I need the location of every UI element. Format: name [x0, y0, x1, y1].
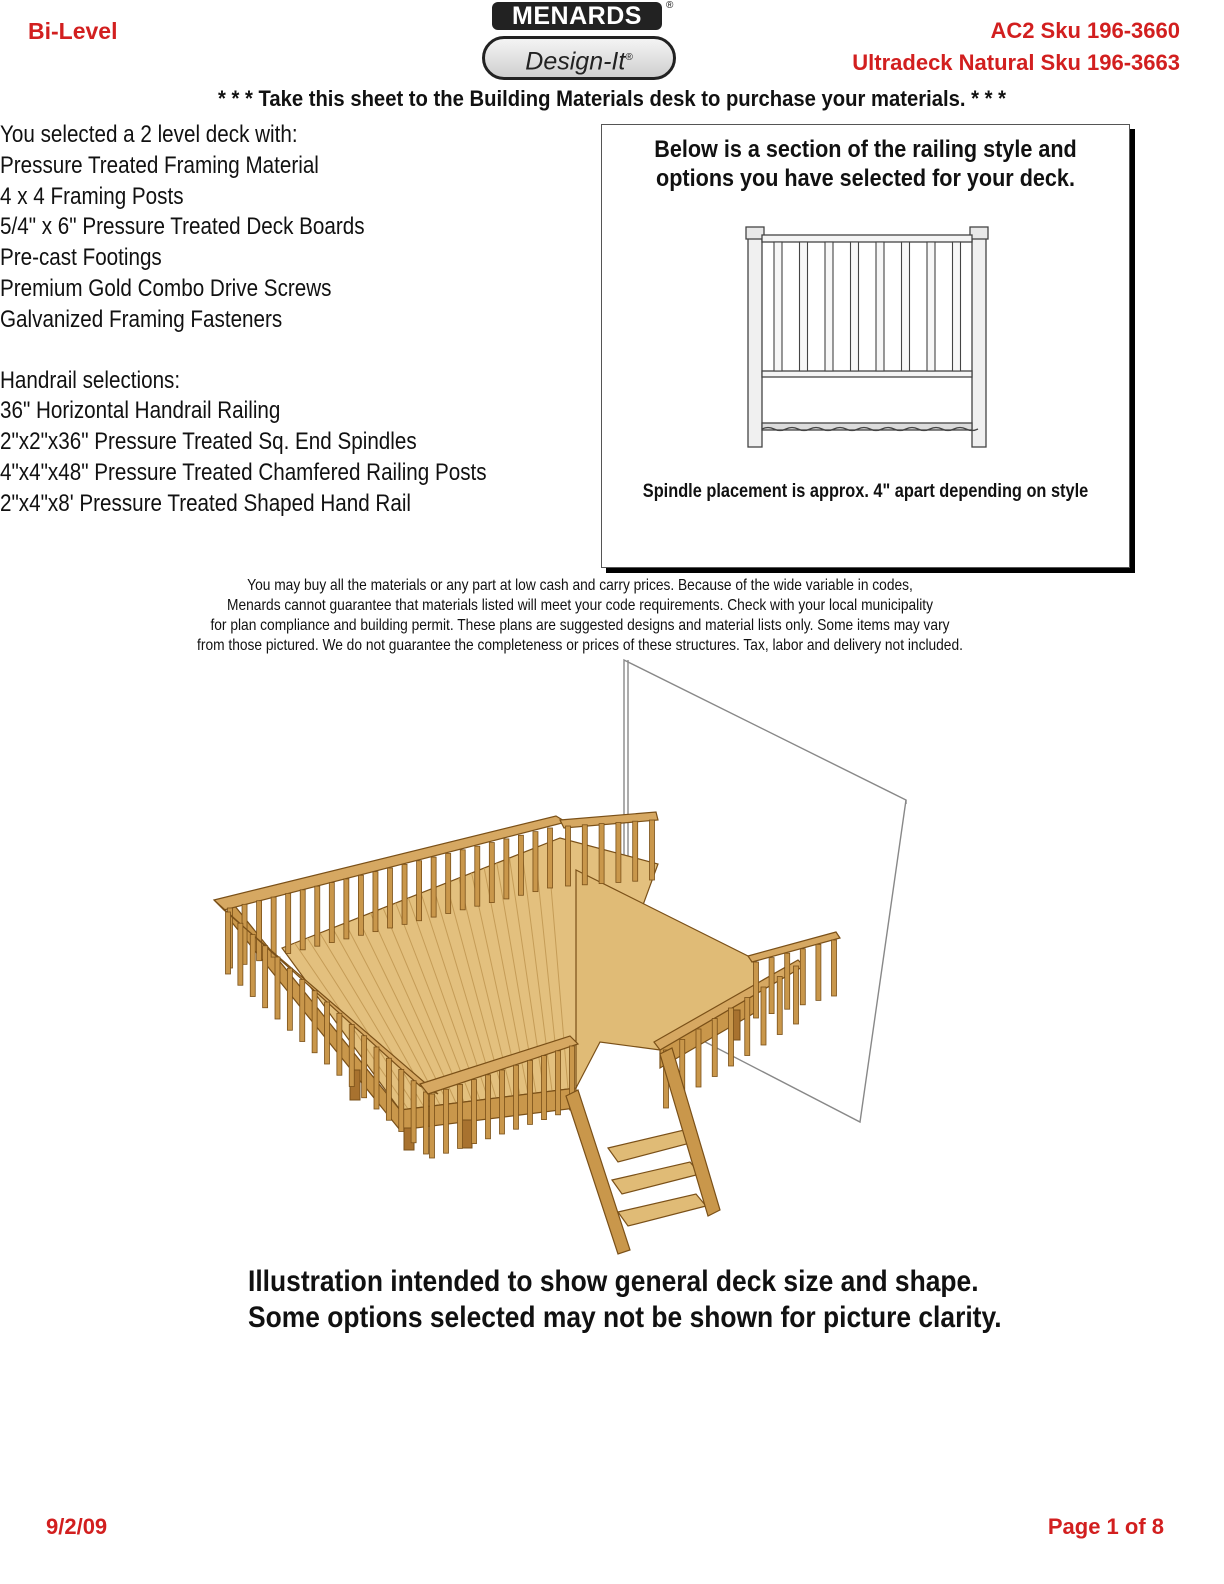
deck-spindle — [424, 1092, 429, 1154]
deck-spindle — [358, 875, 363, 935]
deck-spindle — [794, 966, 799, 1024]
deck-spindle — [729, 1008, 734, 1066]
deck-spindle — [542, 1056, 547, 1120]
deck-spindle — [250, 935, 255, 997]
handrail-heading: Handrail selections: — [0, 366, 181, 394]
deck-spindle — [257, 901, 262, 961]
deck-spindle — [431, 857, 436, 917]
deck-spindle — [518, 835, 523, 895]
deck-spindle — [489, 843, 494, 903]
deck-spindle — [548, 828, 553, 888]
handrail-item: 4"x4"x48" Pressure Treated Chamfered Railing Posts — [0, 458, 487, 486]
material-item: 5/4" x 6" Pressure Treated Deck Boards — [0, 213, 365, 241]
deck-spindle — [263, 946, 268, 1008]
deck-spindle — [816, 944, 821, 1000]
deck-spindle — [616, 822, 621, 882]
deck-spindle — [349, 1025, 354, 1087]
material-item: Premium Gold Combo Drive Screws — [0, 274, 332, 302]
materials-intro: You selected a 2 level deck with: — [0, 121, 298, 148]
spindle-placement-note: Spindle placement is approx. 4" apart depending on style — [642, 481, 1089, 502]
railing-spindle — [851, 242, 859, 371]
deck-spindle — [444, 1089, 449, 1153]
deck-spindle — [696, 1029, 701, 1087]
deck-spindle — [486, 1075, 491, 1139]
sku-line-ultradeck: Ultradeck Natural Sku 196-3663 — [852, 50, 1180, 75]
deck-spindle — [504, 839, 509, 899]
deck-spindle — [286, 893, 291, 953]
deck-spindle — [417, 861, 422, 921]
logo-brand-text: MENARDS — [492, 2, 662, 30]
disclaimer-line: from those pictured. We do not guarantee the completeness or prices of these structures. Tax, labor and delivery not included. — [197, 637, 963, 654]
deck-spindle — [238, 923, 243, 985]
footer-page-number: Page 1 of 8 — [1047, 1514, 1164, 1539]
deck-spindle — [402, 864, 407, 924]
deck-spindle — [446, 853, 451, 913]
railing-section-box — [601, 124, 1130, 568]
deck-spindle — [300, 890, 305, 950]
deck-spindle — [650, 820, 655, 880]
deck-spindle — [599, 824, 604, 884]
handrail-item: 2"x2"x36" Pressure Treated Sq. End Spindles — [0, 428, 417, 456]
deck-spindle — [300, 980, 305, 1042]
deck-spindle — [533, 832, 538, 892]
deck-spindle — [315, 886, 320, 946]
deck-spindle — [785, 953, 790, 1009]
disclaimer-text — [167, 576, 993, 656]
deck-spindle — [769, 958, 774, 1014]
material-item: Galvanized Framing Fasteners — [0, 305, 283, 333]
handrail-item: 36" Horizontal Handrail Railing — [0, 397, 281, 425]
deck-spindle — [777, 977, 782, 1035]
railing-heading-line: Below is a section of the railing style and — [654, 136, 1077, 163]
material-item: Pre-cast Footings — [0, 244, 162, 272]
logo-product-mark: ® — [625, 52, 633, 63]
illustration-note-line: Some options selected may not be shown for picture clarity. — [248, 1301, 1002, 1334]
deck-spindle — [373, 872, 378, 932]
deck-spindle — [460, 850, 465, 910]
disclaimer-line: Menards cannot guarantee that materials listed will meet your code requirements. Check with your local municipality — [227, 597, 933, 614]
deck-spindle — [271, 897, 276, 957]
purchase-instruction: * * * Take this sheet to the Building Materials desk to purchase your materials. * * * — [217, 86, 1007, 111]
deck-spindle — [832, 940, 837, 996]
deck-spindle — [287, 968, 292, 1030]
disclaimer-line: You may buy all the materials or any part at low cash and carry prices. Because of the wide variable in codes, — [247, 577, 913, 594]
illustration-note-line: Illustration intended to show general deck size and shape. — [248, 1265, 979, 1298]
illustration-note — [248, 1264, 1002, 1336]
deck-spindle — [566, 826, 571, 886]
logo-registered-mark: ® — [666, 0, 674, 11]
railing-section-heading — [628, 135, 1102, 193]
railing-spindle — [902, 242, 910, 371]
railing-spindle — [800, 242, 808, 371]
deck-spindle — [388, 868, 393, 928]
deck-spindle — [800, 949, 805, 1005]
railing-spindle — [953, 242, 961, 371]
deck-spindle — [472, 1080, 477, 1144]
logo-product-pill — [482, 36, 676, 80]
deck-spindle — [362, 1036, 367, 1098]
deck-spindle — [386, 1058, 391, 1120]
deck-spindle — [754, 962, 759, 1018]
deck-spindle — [475, 846, 480, 906]
deck-spindle — [514, 1065, 519, 1129]
deck-spindle — [312, 991, 317, 1053]
railing-spindle — [876, 242, 884, 371]
materials-list — [0, 120, 590, 520]
material-item: 4 x 4 Framing Posts — [0, 182, 184, 210]
railing-spindle — [927, 242, 935, 371]
deck-spindle — [528, 1060, 533, 1124]
deck-spindle — [337, 1013, 342, 1075]
footer-date: 9/2/09 — [46, 1514, 108, 1539]
doc-type-label: Bi-Level — [28, 18, 118, 44]
deck-spindle — [761, 987, 766, 1045]
logo-product-text: Design-It — [525, 47, 626, 76]
handrail-item: 2"x4"x8' Pressure Treated Shaped Hand Rail — [0, 489, 411, 517]
deck-spindle — [411, 1081, 416, 1143]
disclaimer-line: for plan compliance and building permit. These plans are suggested designs and material lists only. Some items may vary — [210, 617, 950, 634]
deck-spindle — [275, 957, 280, 1019]
deck-illustration — [200, 650, 920, 1260]
deck-spindle — [712, 1019, 717, 1077]
material-item: Pressure Treated Framing Material — [0, 151, 319, 179]
deck-spindle — [556, 1051, 561, 1115]
deck-spindle — [344, 879, 349, 939]
deck-spindle — [745, 998, 750, 1056]
deck-spindle — [458, 1084, 463, 1148]
railing-spindle — [825, 242, 833, 371]
menards-design-it-logo — [482, 0, 682, 86]
deck-spindle — [430, 1094, 435, 1158]
deck-spindle — [325, 1002, 330, 1064]
deck-spindle — [633, 821, 638, 881]
deck-spindle — [329, 883, 334, 943]
deck-spindle — [226, 912, 231, 974]
deck-spindle — [399, 1070, 404, 1132]
railing-section-drawing — [740, 223, 994, 469]
deck-spindle — [374, 1047, 379, 1109]
deck-spindle — [582, 825, 587, 885]
sku-line-ac2: AC2 Sku 196-3660 — [990, 18, 1180, 43]
railing-heading-line: options you have selected for your deck. — [656, 165, 1075, 192]
deck-spindle — [500, 1070, 505, 1134]
railing-spindle — [774, 242, 782, 371]
